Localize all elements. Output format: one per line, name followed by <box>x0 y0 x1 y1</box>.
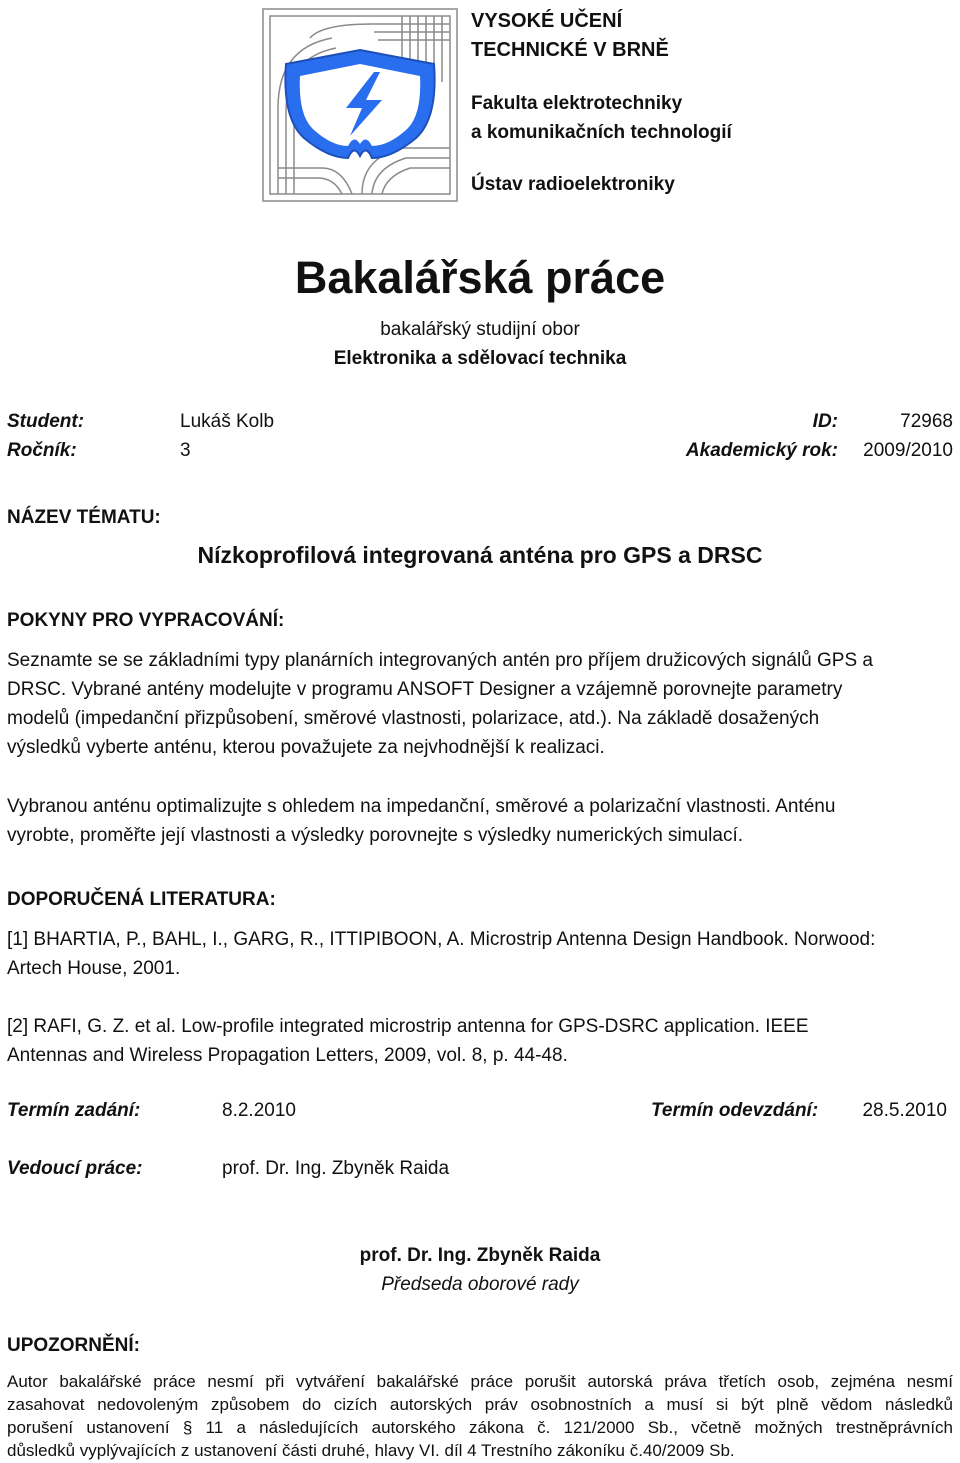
university-name-line2: TECHNICKÉ V BRNĚ <box>471 39 669 61</box>
committee-chair-name: prof. Dr. Ing. Zbyněk Raida <box>359 1245 601 1266</box>
supervisor-label: Vedoucí práce: <box>7 1158 143 1179</box>
assigned-date-value: 8.2.2010 <box>222 1100 296 1121</box>
due-date-value: 28.5.2010 <box>862 1100 947 1121</box>
text-line: Antennas and Wireless Propagation Letters, 2009, vol. 8, p. 44-48. <box>7 1045 568 1066</box>
assigned-date-label: Termín zadání: <box>7 1100 141 1121</box>
document-title: Bakalářská práce <box>294 252 666 303</box>
topic-title: Nízkoprofilová integrovaná anténa pro GPS a DRSC <box>197 542 763 568</box>
year-label: Ročník: <box>7 440 77 461</box>
text-line: Seznamte se se základními typy planárních integrovaných antén pro příjem družicových signálů GPS a <box>7 650 874 671</box>
faculty-name-line1: Fakulta elektrotechniky <box>471 93 683 114</box>
id-label: ID: <box>812 411 838 432</box>
university-name-line1: VYSOKÉ UČENÍ <box>471 10 623 32</box>
id-value: 72968 <box>900 411 953 432</box>
study-field: Elektronika a sdělovací technika <box>333 348 627 369</box>
text-line: DRSC. Vybrané antény modelujte v programu ANSOFT Designer a vzájemně porovnejte parametry <box>7 679 843 700</box>
instructions-label: POKYNY PRO VYPRACOVÁNÍ: <box>7 610 285 631</box>
warning-label: UPOZORNĚNÍ: <box>7 1335 140 1356</box>
reference-2 <box>7 1012 953 1070</box>
year-value: 3 <box>180 440 191 461</box>
study-type: bakalářský studijní obor <box>380 319 580 340</box>
academic-year-label: Akademický rok: <box>685 440 838 461</box>
text-line: modelů (impedanční přizpůsobení, směrové vlastnosti, polarizace, atd.). Na základě dosažených <box>7 708 820 729</box>
text-line: důsledků vyplývajících z ustanovení části druhé, hlavy VI. díl 4 Trestního zákoníku č.40/2009 Sb. <box>7 1441 735 1460</box>
instructions-paragraph-1 <box>7 646 953 762</box>
text-line: vyrobte, proměřte její vlastnosti a výsledky porovnejte s výsledky numerických simulací. <box>7 825 743 846</box>
faculty-name-line2: a komunikačních technologií <box>471 122 732 143</box>
academic-year-value: 2009/2010 <box>863 440 953 461</box>
due-date-label: Termín odevzdání: <box>651 1100 819 1121</box>
supervisor-value: prof. Dr. Ing. Zbyněk Raida <box>222 1158 450 1179</box>
instructions-paragraph-2 <box>7 792 953 850</box>
topic-label: NÁZEV TÉMATU: <box>7 507 161 528</box>
text-line: porušení ustanovení § 11 a následujících autorského zákona č. 121/2000 Sb., včetně možných trestněprávních <box>7 1418 953 1437</box>
text-line: [1] BHARTIA, P., BAHL, I., GARG, R., ITTIPIBOON, A. Microstrip Antenna Design Handbook. Norwood: <box>7 929 876 950</box>
student-value: Lukáš Kolb <box>180 411 275 432</box>
text-line: zasahovat nedovoleným způsobem do cizích autorských práv osobnostních a musí si být plně vědom následků <box>7 1395 953 1414</box>
text-line: Vybranou anténu optimalizujte s ohledem na impedanční, směrové a polarizační vlastnosti. Anténu <box>7 796 836 817</box>
institute-name: Ústav radioelektroniky <box>471 174 675 195</box>
vut-logo-icon <box>262 8 458 202</box>
reference-1 <box>7 925 953 983</box>
text-line: výsledků vyberte anténu, kterou považujete za nejvhodnější k realizaci. <box>7 737 605 758</box>
warning-text <box>7 1370 953 1462</box>
student-label: Student: <box>7 411 85 432</box>
text-line: Autor bakalářské práce nesmí při vytváření bakalářské práce porušit autorská práva třetích osob, zejména nesmí <box>7 1372 953 1391</box>
text-line: Artech House, 2001. <box>7 958 181 979</box>
literature-label: DOPORUČENÁ LITERATURA: <box>7 889 276 910</box>
text-line: [2] RAFI, G. Z. et al. Low-profile integrated microstrip antenna for GPS-DSRC application. IEEE <box>7 1016 809 1037</box>
committee-chair-role: Předseda oborové rady <box>381 1274 579 1295</box>
